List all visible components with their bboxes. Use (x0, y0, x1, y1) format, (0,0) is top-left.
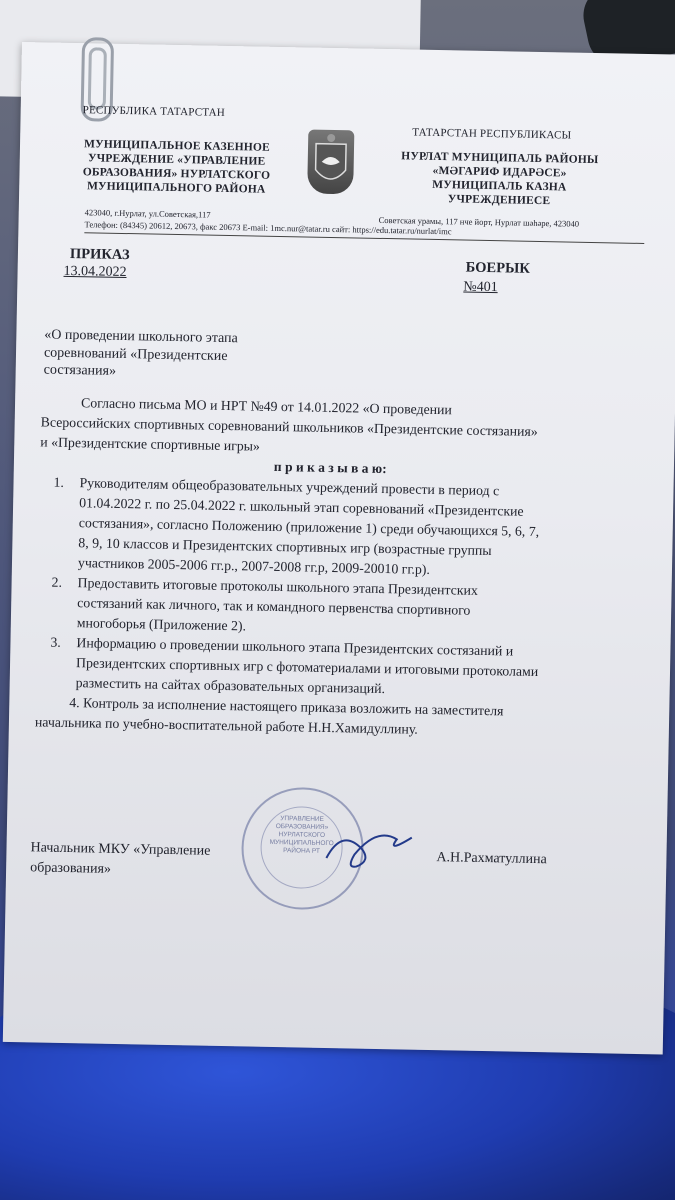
document-page (3, 42, 675, 1054)
republic-left: РЕСПУБЛИКА ТАТАРСТАН (82, 104, 226, 119)
order-items (34, 473, 644, 744)
order-date: 13.04.2022 (63, 263, 127, 281)
stamp-text: УПРАВЛЕНИЕ ОБРАЗОВАНИЯ» НУРЛАТСКОГО МУНИЦИПАЛЬНОГО РАЙОНА РТ (269, 815, 334, 855)
coat-of-arms-icon (307, 130, 354, 195)
paperclip-inner (88, 47, 107, 109)
signatory-name: А.Н.Рахматуллина (436, 850, 547, 868)
address-left: 423040, г.Нурлат, ул.Советская,117 (84, 207, 211, 220)
intro-paragraph: Согласно письма МО и НРТ №49 от 14.01.2022 «О проведении Всероссийских спортивных соревнований школьников «Президентские состязания» и «Президентские спортивные игры» (40, 395, 538, 454)
signatory-position: Начальник МКУ «Управление образования» (30, 840, 211, 877)
order-title-ru: ПРИКАЗ (69, 245, 130, 264)
order-title-tt: БОЕРЫК (465, 259, 530, 277)
address-right: Советская урамы, 117 нче йорт, Нурлат шәһәре, 423040 (378, 214, 580, 229)
list-item: 4. Контроль за исполнение настоящего приказа возложить на заместителя начальника по учебно-воспитательной работе Н.Н.Хамидуллину. (34, 695, 504, 737)
list-item: 3. Информацию о проведении школьного этапа Президентских состязаний и Президентских спортивных игр с фотоматериалами и итоговыми протоколами разместить на сайтах образовательных организаций. (50, 634, 539, 697)
republic-right: ТАТАРСТАН РЕСПУБЛИКАСЫ (412, 126, 572, 142)
contacts-line: Телефон: (84345) 20612, 20673, факс 20673 E-mail: 1mc.nur@tatar.ru сайт: https://edu.tatar.ru/nurlat/imc (84, 219, 644, 244)
order-number: №401 (463, 279, 498, 296)
order-word: п р и к а з ы в а ю: (273, 458, 387, 477)
handwritten-signature (316, 818, 427, 880)
list-item: 1. Руководителям общеобразовательных учреждений провести в период с 01.04.2022 г. по 25.04.2022 г. школьный этап соревнований «Президентские состязания», согласно Положению (приложение 1) среди обучающихся 5, 6, 7, 8, 9, 10 классов и Президентских спортивных игр (возрастные группы участников 2005-2006 гг.р., 2007-2008 гг.р, 2009-20010 гг.р). (53, 474, 540, 577)
order-subject: «О проведении школьного этапа соревнований «Президентские состязания» (43, 327, 238, 379)
org-name-left: МУНИЦИПАЛЬНОЕ КАЗЕННОЕ УЧРЕЖДЕНИЕ «УПРАВЛЕНИЕ ОБРАЗОВАНИЯ» НУРЛАТСКОГО МУНИЦИПАЛЬНОГО РАЙОНА (82, 138, 271, 196)
org-name-right: НУРЛАТ МУНИЦИПАЛЬ РАЙОНЫ «МӘГАРИФ ИДАРӘСЕ» МУНИЦИПАЛЬ КАЗНА УЧРЕЖДЕНИЕСЕ (401, 150, 599, 208)
list-item: 2. Предоставить итоговые протоколы школьного этапа Президентских состязаний как личного, так и командного первенства спортивного многоборья (Приложение 2). (51, 574, 478, 634)
